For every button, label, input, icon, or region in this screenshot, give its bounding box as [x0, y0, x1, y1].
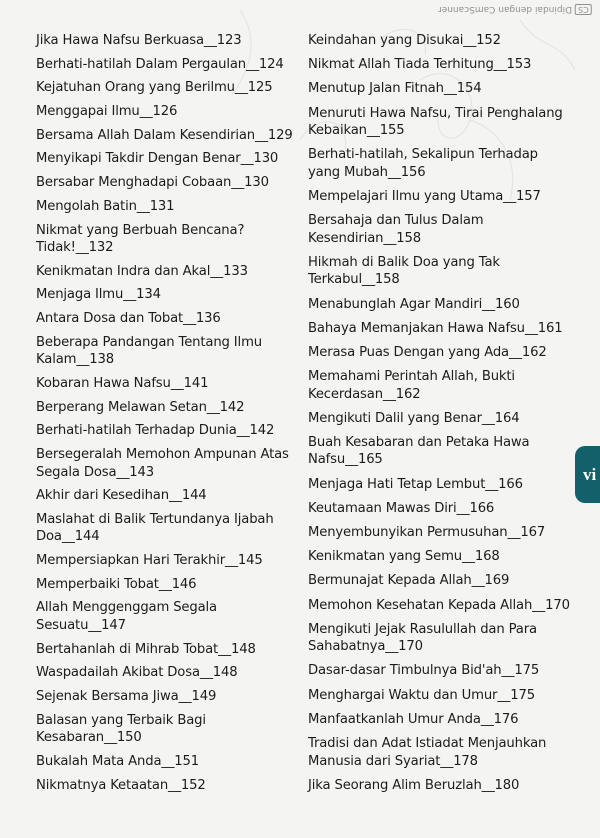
toc-entry: Bersabar Menghadapi Cobaan__130: [36, 175, 269, 191]
toc-entry: Sejenak Bersama Jiwa__149: [36, 689, 217, 704]
toc-entry: Jika Seorang Alim Beruzlah__180: [308, 777, 520, 793]
toc-entry: Waspadailah Akibat Dosa__148: [36, 665, 238, 681]
toc-entry: Jika Hawa Nafsu Berkuasa__123: [36, 33, 242, 48]
scanner-badge: CS: [575, 4, 592, 15]
chapter-tab-label: vi: [583, 464, 597, 484]
chapter-tab: [575, 446, 600, 503]
toc-entry: Mempelajari Ilmu yang Utama__157: [308, 188, 541, 204]
toc-entry: Maslahat di Balik Tertundanya Ijabah Doa__144: [36, 511, 274, 545]
toc-entry: Nikmat yang Berbuah Bencana? Tidak!__132: [36, 222, 245, 255]
toc-entry: Allah Menggenggam Segala Sesuatu__147: [36, 600, 217, 633]
toc-entry: Berhati-hatilah Dalam Pergaulan__124: [36, 56, 284, 72]
toc-entry: Mengolah Batin__131: [36, 198, 175, 214]
toc-entry: Merasa Puas Dengan yang Ada__162: [308, 344, 547, 360]
toc-entry: Antara Dosa dan Tobat__136: [36, 311, 221, 327]
toc-entry: Bersahaja dan Tulus Dalam Kesendirian__158: [308, 213, 484, 246]
toc-entry: Mengikuti Dalil yang Benar__164: [308, 410, 520, 426]
toc-entry: Beberapa Pandangan Tentang Ilmu Kalam__138: [36, 334, 262, 368]
toc-entry: Bukalah Mata Anda__151: [36, 753, 199, 769]
toc-entry: Manfaatkanlah Umur Anda__176: [308, 711, 519, 727]
toc-entry: Menutup Jalan Fitnah__154: [308, 81, 482, 97]
scanner-text: Dipindai dengan CamScanner: [438, 4, 573, 15]
toc-entry: Bermunajat Kepada Allah__169: [308, 573, 510, 589]
toc-entry: Akhir dari Kesedihan__144: [36, 488, 207, 504]
toc-entry: Hikmah di Balik Doa yang Tak Terkabul__158: [308, 254, 500, 288]
toc-entry: Dasar-dasar Timbulnya Bid'ah__175: [308, 663, 540, 679]
toc-entry: Berhati-hatilah, Sekalipun Terhadap yang Mubah__156: [308, 147, 538, 180]
toc-entry: Kobaran Hawa Nafsu__141: [36, 375, 209, 391]
toc-entry: Bahaya Memanjakan Hawa Nafsu__161: [308, 320, 563, 336]
toc-entry: Menuruti Hawa Nafsu, Tirai Penghalang Kebaikan__155: [308, 105, 563, 139]
toc-entry: Keutamaan Mawas Diri__166: [308, 500, 495, 516]
toc-left-column: [36, 32, 298, 800]
toc-entry: Bertahanlah di Mihrab Tobat__148: [36, 641, 256, 657]
toc-entry: Kenikmatan yang Semu__168: [308, 549, 500, 565]
toc-entry: Bersama Allah Dalam Kesendirian__129: [36, 127, 293, 143]
toc-entry: Kejatuhan Orang yang Berilmu__125: [36, 80, 273, 96]
toc-entry: Memperbaiki Tobat__146: [36, 576, 197, 592]
toc-entry: Bersegeralah Memohon Ampunan Atas Segala Dosa__143: [36, 447, 289, 480]
toc-entry: Menggapai Ilmu__126: [36, 104, 178, 120]
toc-entry: Memahami Perintah Allah, Bukti Kecerdasan__162: [308, 369, 515, 402]
toc-entry: Menyikapi Takdir Dengan Benar__130: [36, 151, 279, 167]
toc-entry: Keindahan yang Disukai__152: [308, 33, 501, 48]
toc-entry: Kenikmatan Indra dan Akal__133: [36, 263, 248, 279]
toc-entry: Tradisi dan Adat Istiadat Menjauhkan Manusia dari Syariat__178: [308, 736, 547, 769]
toc-right-column: [308, 32, 570, 801]
toc-entry: Mempersiapkan Hari Terakhir__145: [36, 553, 263, 569]
toc-entry: Menjaga Ilmu__134: [36, 287, 161, 303]
toc-entry: Balasan yang Terbaik Bagi Kesabaran__150: [36, 712, 206, 746]
scanner-watermark: [438, 4, 592, 15]
toc-entry: Menghargai Waktu dan Umur__175: [308, 687, 535, 703]
toc-entry: Buah Kesabaran dan Petaka Hawa Nafsu__165: [308, 434, 530, 468]
toc-entry: Mengikuti Jejak Rasulullah dan Para Sahabatnya__170: [308, 621, 537, 655]
toc-entry: Memohon Kesehatan Kepada Allah__170: [308, 597, 570, 613]
toc-entry: Menabunglah Agar Mandiri__160: [308, 296, 520, 312]
toc-entry: Nikmat Allah Tiada Terhitung__153: [308, 57, 532, 73]
toc-entry: Menyembunyikan Permusuhan__167: [308, 525, 546, 540]
toc-entry: Berperang Melawan Setan__142: [36, 399, 245, 415]
toc-entry: Nikmatnya Ketaatan__152: [36, 777, 206, 793]
toc-entry: Menjaga Hati Tetap Lembut__166: [308, 476, 523, 492]
toc-entry: Berhati-hatilah Terhadap Dunia__142: [36, 423, 275, 439]
